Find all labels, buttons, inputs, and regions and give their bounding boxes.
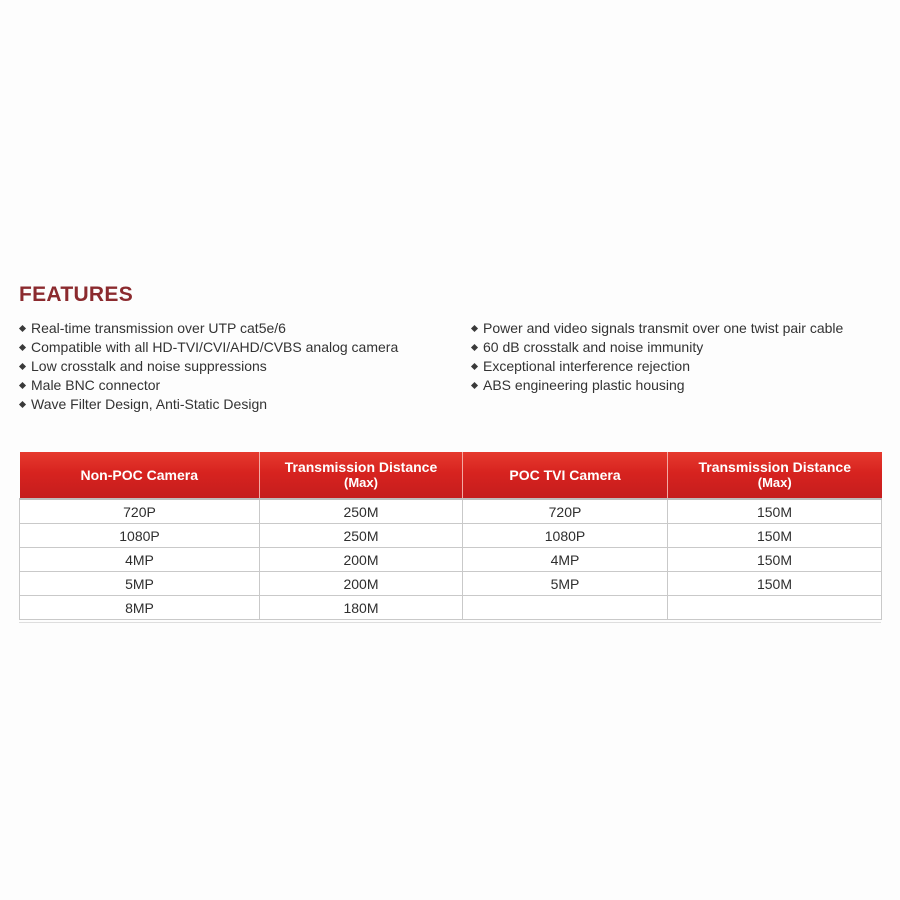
header-main: Non-POC Camera	[80, 466, 198, 483]
feature-item	[19, 338, 459, 357]
features-heading: FEATURES	[19, 283, 134, 306]
feature-item	[471, 376, 891, 395]
table-cell: 8MP	[20, 596, 260, 620]
features-list-right	[471, 319, 891, 395]
feature-item	[19, 395, 459, 414]
table-cell	[463, 596, 668, 620]
diamond-bullet-icon	[19, 344, 26, 351]
feature-text: ABS engineering plastic housing	[483, 377, 685, 393]
table-cell: 720P	[20, 499, 260, 524]
diamond-bullet-icon	[471, 325, 478, 332]
table-cell: 250M	[260, 524, 463, 548]
table-cell: 5MP	[463, 572, 668, 596]
header-sub: (Max)	[757, 475, 792, 490]
header-main: POC TVI Camera	[509, 466, 621, 483]
table-row	[20, 596, 882, 620]
header-transmission-distance	[668, 452, 882, 499]
table-header-row	[20, 452, 882, 499]
feature-text: Male BNC connector	[31, 377, 161, 393]
diamond-bullet-icon	[471, 382, 478, 389]
header-main: Transmission Distance	[698, 459, 851, 475]
header-non-poc-camera	[20, 452, 260, 499]
header-sub: (Max)	[344, 475, 378, 490]
feature-item	[471, 357, 891, 376]
diamond-bullet-icon	[471, 363, 478, 370]
feature-item	[471, 319, 891, 338]
table-cell: 200M	[260, 548, 463, 572]
table-cell: 250M	[260, 499, 463, 524]
feature-item	[19, 357, 459, 376]
table-row	[20, 572, 882, 596]
feature-text: 60 dB crosstalk and noise immunity	[483, 339, 704, 355]
table-cell: 150M	[668, 572, 882, 596]
transmission-distance-table	[19, 452, 882, 620]
table-cell: 5MP	[20, 572, 260, 596]
table-cell: 720P	[463, 499, 668, 524]
feature-text: Low crosstalk and noise suppressions	[31, 358, 267, 374]
table-cell: 150M	[668, 524, 882, 548]
feature-item	[19, 319, 459, 338]
feature-text: Wave Filter Design, Anti-Static Design	[31, 396, 268, 412]
header-transmission-distance	[260, 452, 463, 499]
table-cell: 200M	[260, 572, 463, 596]
table-bottom-divider	[19, 622, 881, 623]
feature-item	[19, 376, 459, 395]
feature-text: Compatible with all HD-TVI/CVI/AHD/CVBS analog camera	[31, 339, 399, 355]
table-cell	[668, 596, 882, 620]
feature-text: Power and video signals transmit over one twist pair cable	[483, 320, 844, 336]
table-cell: 150M	[668, 548, 882, 572]
diamond-bullet-icon	[19, 325, 26, 332]
table-cell: 180M	[260, 596, 463, 620]
table-cell: 4MP	[463, 548, 668, 572]
features-list-left	[19, 319, 459, 414]
feature-text: Exceptional interference rejection	[483, 358, 691, 374]
table-cell: 1080P	[463, 524, 668, 548]
feature-text: Real-time transmission over UTP cat5e/6	[31, 320, 286, 336]
diamond-bullet-icon	[471, 344, 478, 351]
feature-item	[471, 338, 891, 357]
diamond-bullet-icon	[19, 363, 26, 370]
diamond-bullet-icon	[19, 401, 26, 408]
table-cell: 4MP	[20, 548, 260, 572]
table-row	[20, 524, 882, 548]
table-row	[20, 499, 882, 524]
table-cell: 150M	[668, 499, 882, 524]
header-poc-tvi-camera	[463, 452, 668, 499]
table-row	[20, 548, 882, 572]
header-main: Transmission Distance	[284, 459, 438, 475]
table-cell: 1080P	[20, 524, 260, 548]
diamond-bullet-icon	[19, 382, 26, 389]
